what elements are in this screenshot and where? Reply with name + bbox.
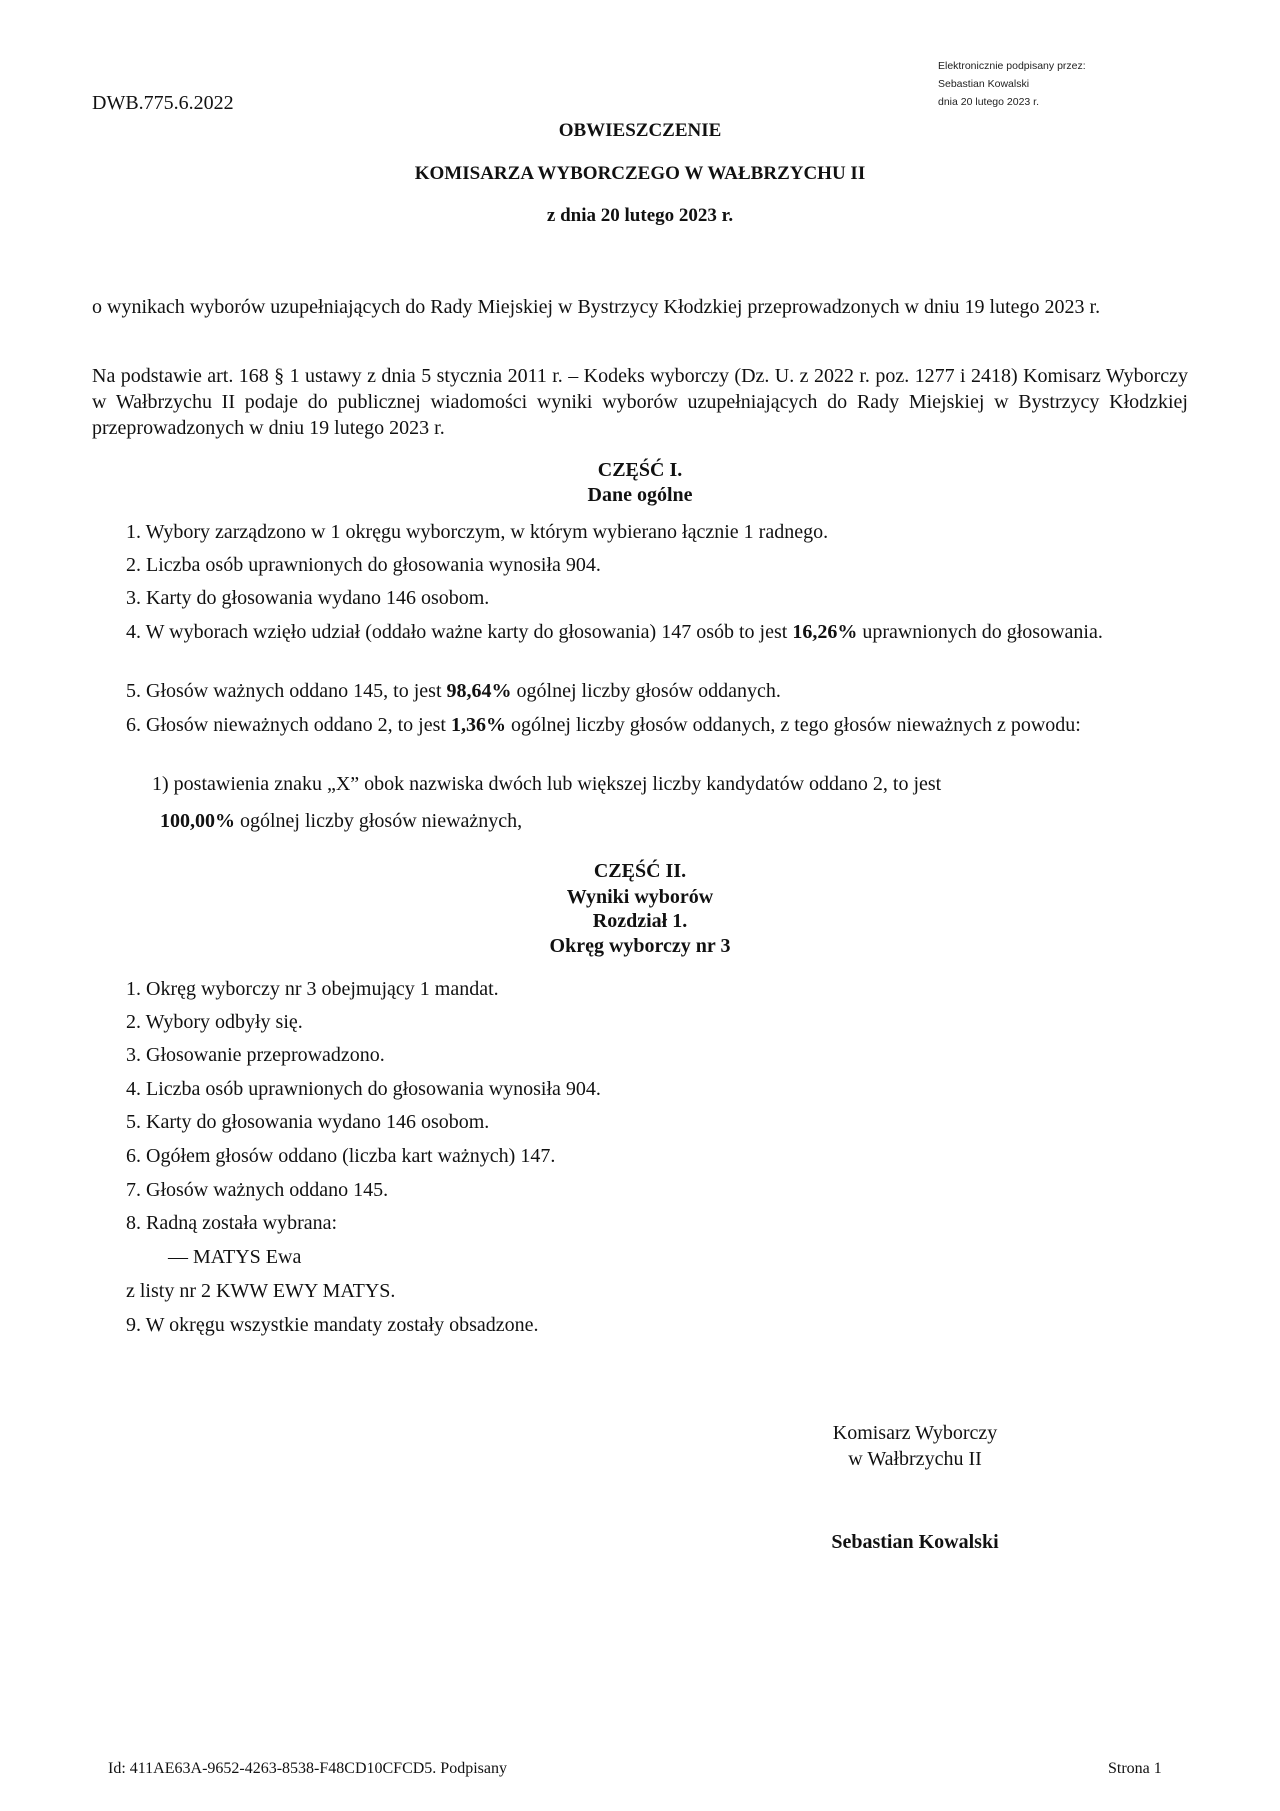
intro-paragraph: o wynikach wyborów uzupełniających do Rady Miejskiej w Bystrzycy Kłodzkiej przeprowadzonych w dniu 19 lutego 2023 r. (92, 296, 1101, 318)
item6-text: 6. Głosów nieważnych oddano 2, to jest (126, 714, 451, 736)
title-line-3: z dnia 20 lutego 2023 r. (546, 205, 734, 226)
part2-item-8: 8. Radną została wybrana: (126, 1212, 338, 1234)
signer-name: Sebastian Kowalski (831, 1531, 999, 1553)
part2-item-9: 9. W okręgu wszystkie mandaty zostały obsadzone. (126, 1314, 539, 1336)
part2-item-7: 7. Głosów ważnych oddano 145. (126, 1179, 389, 1201)
part2-item-1: 1. Okręg wyborczy nr 3 obejmujący 1 mandat. (126, 978, 499, 1000)
district-heading: Okręg wyborczy nr 3 (549, 935, 731, 957)
part2-item-4: 4. Liczba osób uprawnionych do głosowania wynosiła 904. (126, 1078, 601, 1100)
signer-role-2: w Wałbrzychu II (848, 1448, 982, 1470)
document-reference: DWB.775.6.2022 (92, 92, 234, 114)
electronic-signature-note (938, 57, 1086, 111)
title-line-1: OBWIESZCZENIE (558, 120, 722, 141)
signature-line-3: dnia 20 lutego 2023 r. (938, 96, 1040, 108)
signature-line-1: Elektronicznie podpisany przez: (938, 60, 1086, 72)
signature-line-2: Sebastian Kowalski (938, 78, 1030, 90)
valid-votes-percent: 98,64% (446, 680, 512, 702)
legal-basis-paragraph: Na podstawie art. 168 § 1 ustawy z dnia 5 stycznia 2011 r. – Kodeks wyborczy (Dz. U. z 2022 r. poz. 1277 i 2418) Komisarz Wyborczy w Wałbrzychu II podaje do publicznej wiadomości wyniki wyborów uzupełniających do Rady Miejskiej w Bystrzycy Kłodzkiej przeprowadzonych w dniu 19 lutego 2023 r. (92, 365, 1188, 439)
part1-item-2: 2. Liczba osób uprawnionych do głosowania wynosiła 904. (126, 554, 601, 576)
page-number: Strona 1 (1108, 1760, 1162, 1777)
part2-heading: CZĘŚĆ II. (593, 860, 687, 882)
item5-text-end: ogólnej liczby głosów oddanych. (511, 680, 781, 702)
item5-text: 5. Głosów ważnych oddano 145, to jest (126, 680, 447, 702)
elected-councillor: — MATYS Ewa (168, 1246, 302, 1268)
part2-item-2: 2. Wybory odbyły się. (126, 1011, 303, 1033)
part1-subheading: Dane ogólne (587, 484, 693, 506)
document-id: Id: 411AE63A-9652-4263-8538-F48CD10CFCD5. Podpisany (108, 1760, 507, 1777)
part1-item-6-sub-2 (160, 809, 1196, 834)
invalid-votes-percent: 1,36% (450, 714, 506, 736)
part2-item-6: 6. Ogółem głosów oddano (liczba kart ważnych) 147. (126, 1145, 556, 1167)
item4-text: 4. W wyborach wzięło udział (oddało ważne karty do głosowania) 147 osób to jest (126, 621, 793, 643)
part2-subheading: Wyniki wyborów (566, 886, 714, 908)
signer-role-1: Komisarz Wyborczy (832, 1422, 998, 1444)
invalid-reason-percent: 100,00% (160, 810, 235, 832)
turnout-percent: 16,26% (792, 621, 858, 643)
part2-item-5: 5. Karty do głosowania wydano 146 osobom. (126, 1111, 490, 1133)
electoral-list: z listy nr 2 KWW EWY MATYS. (126, 1280, 396, 1302)
title-line-2: KOMISARZA WYBORCZEGO W WAŁBRZYCHU II (414, 163, 866, 184)
item6-text-end: ogólnej liczby głosów oddanych, z tego głosów nieważnych z powodu: (505, 714, 1081, 736)
part1-item-6 (92, 713, 1188, 738)
part1-item-6-sub-1: 1) postawienia znaku „X” obok nazwiska dwóch lub większej liczby kandydatów oddano 2, to jest (152, 773, 942, 795)
part2-item-3: 3. Głosowanie przeprowadzono. (126, 1044, 385, 1066)
part1-item-4 (92, 620, 1188, 645)
item4-text-end: uprawnionych do głosowania. (857, 621, 1103, 643)
part1-item-1: 1. Wybory zarządzono w 1 okręgu wyborczym, w którym wybierano łącznie 1 radnego. (126, 521, 829, 543)
part1-item-5 (126, 679, 1188, 704)
chapter-heading: Rozdział 1. (592, 910, 688, 932)
part1-item-3: 3. Karty do głosowania wydano 146 osobom. (126, 587, 490, 609)
sub2-text: ogólnej liczby głosów nieważnych, (235, 810, 523, 832)
part1-heading: CZĘŚĆ I. (597, 459, 683, 481)
